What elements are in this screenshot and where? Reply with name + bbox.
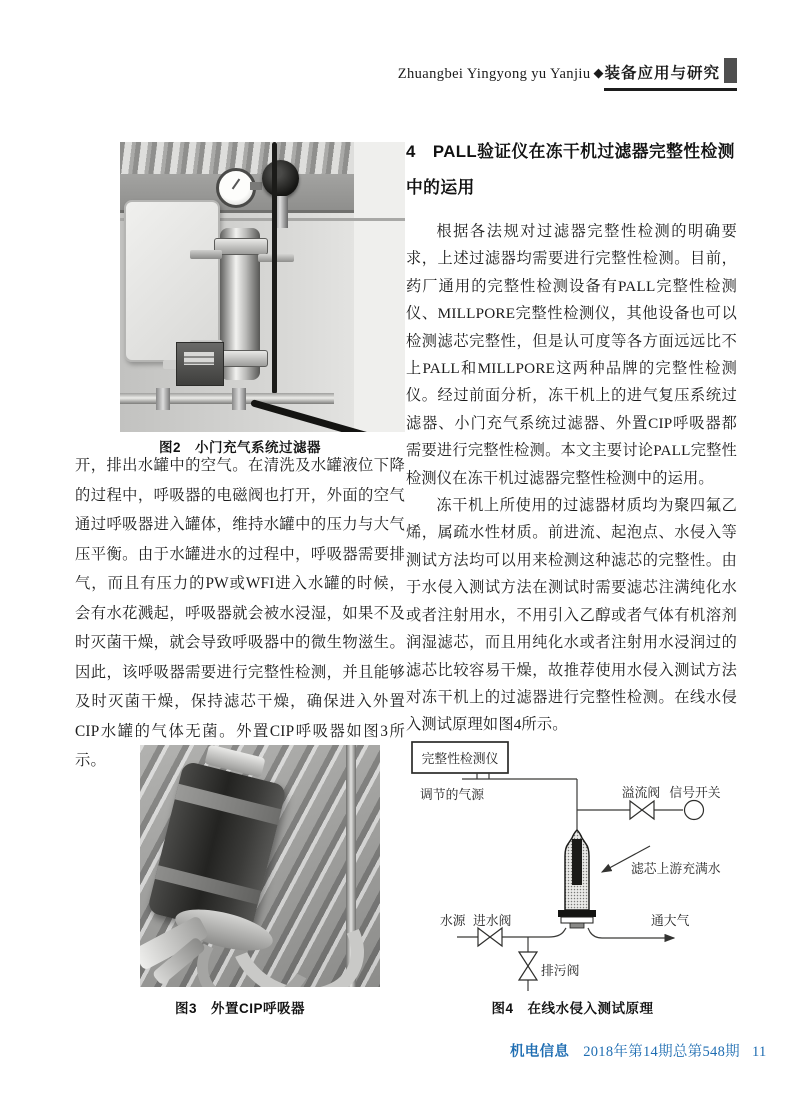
inlet-valve-label: 进水阀 bbox=[473, 914, 512, 928]
figure3-caption: 图3 外置CIP呼吸器 bbox=[174, 1001, 305, 1016]
integrity-tester-box bbox=[412, 742, 508, 773]
photo-pipe-fitting bbox=[232, 388, 246, 410]
signal-switch-symbol bbox=[685, 801, 704, 820]
overflow-valve-label: 溢流阀 bbox=[621, 786, 661, 800]
vessel-band bbox=[175, 784, 282, 825]
figure2-photo bbox=[120, 142, 405, 432]
journal-name: 机电信息 bbox=[510, 1044, 570, 1060]
figure2-caption: 图2 小门充气系统过滤器 bbox=[158, 440, 321, 455]
gas-source-label: 调节的气源 bbox=[420, 788, 484, 802]
overflow-valve-symbol bbox=[630, 801, 654, 819]
upstream-note-label: 滤芯上游充满水 bbox=[631, 862, 721, 876]
page-footer bbox=[510, 1040, 767, 1061]
inlet-valve-symbol bbox=[478, 928, 502, 946]
paragraph-2: 冻干机上所使用的过滤器材质均为聚四氟乙烯，属疏水性材质。前进流、起泡点、水侵入等测试方法均可以用来检测这种滤芯的完整性。由于水侵入测试方法在测试时需要滤芯注满纯化水或者注射用水，不用引入乙醇或者气体有机溶剂润湿滤芯，而且用纯化水或者注射用水浸润过的滤芯比较容易干燥，故推荐使用水侵入测试方法对冻干机上的过滤器进行完整性检测。在线水侵入测试原理如图4所示。 bbox=[406, 497, 737, 734]
running-title-group bbox=[604, 58, 737, 91]
to-atmosphere-label: 通大气 bbox=[651, 914, 690, 928]
photo-black-cable bbox=[272, 142, 277, 394]
drain-valve-label: 排污阀 bbox=[541, 964, 580, 978]
filter-cartridge-symbol bbox=[558, 830, 596, 928]
diamond-icon: ◆ bbox=[593, 65, 604, 80]
photo-bottom-pipe bbox=[120, 393, 334, 404]
photo-light-wall bbox=[354, 142, 405, 432]
header-block-icon bbox=[724, 58, 737, 83]
figure4-caption: 图4 在线水侵入测试原理 bbox=[491, 1001, 654, 1016]
running-header bbox=[0, 58, 737, 91]
running-title-cn: 装备应用与研究 bbox=[604, 65, 720, 82]
photo-port-left-upper bbox=[190, 250, 222, 259]
figure3-photo bbox=[140, 745, 380, 987]
photo-clamp-top bbox=[214, 238, 268, 255]
left-column-paragraph: 开，排出水罐中的空气。在清洗及水罐液位下降的过程中，呼吸器的电磁阀也打开，外面的空气通过呼吸器进入罐体，维持水罐中的压力与大气压平衡。由于水罐进水的过程中，呼吸器需要排气，而且有压力的PW或WFI进入水罐的时候，会有水花溅起，呼吸器就会被水浸湿，如果不及时灭菌干燥，就会导致呼吸器中的微生物滋生。因此，该呼吸器需要进行完整性检测，并且能够及时灭菌干燥，保持滤芯干燥，确保进入外置CIP水罐的气体无菌。外置CIP呼吸器如图3所示。 bbox=[75, 457, 405, 769]
issue-info: 2018年第14期总第548期 bbox=[583, 1044, 740, 1060]
photo-solenoid-valve bbox=[176, 342, 224, 386]
photo-regulator-knob bbox=[262, 160, 299, 197]
page-number: 11 bbox=[751, 1044, 767, 1060]
integrity-tester-label: 完整性检测仪 bbox=[421, 752, 499, 766]
section-heading: 4 PALL验证仪在冻干机过滤器完整性检测中的运用 bbox=[406, 142, 735, 197]
paragraph-1: 根据各法规对过滤器完整性检测的明确要求，上述过滤器均需要进行完整性检测。目前，药厂通用的完整性检测设备有PALL完整性检测仪、MILLPORE完整性检测仪，其他设备也可以检测滤芯完整性，但是认可度等各方面远远比不上PALL和MILLPORE这两种品牌的完整性检测仪。经过前面分析，冻干机上的进气复压系统过滤器、小门充气系统过滤器、外置CIP呼吸器都需要进行完整性检测。本文主要讨论PALL完整性检测仪在冻干机过滤器完整性检测中的运用。 bbox=[406, 223, 737, 487]
figure4-diagram bbox=[406, 735, 739, 993]
water-source-label: 水源 bbox=[440, 914, 466, 928]
right-column-text bbox=[406, 218, 737, 739]
photo-pipe-fitting bbox=[156, 388, 170, 410]
photo-junction-box bbox=[124, 200, 220, 362]
photo-gauge-stem bbox=[250, 182, 262, 190]
drain-valve-symbol bbox=[519, 952, 537, 980]
running-title-pinyin: Zhuangbei Yingyong yu Yanjiu bbox=[397, 66, 591, 82]
signal-switch-label: 信号开关 bbox=[669, 786, 721, 800]
